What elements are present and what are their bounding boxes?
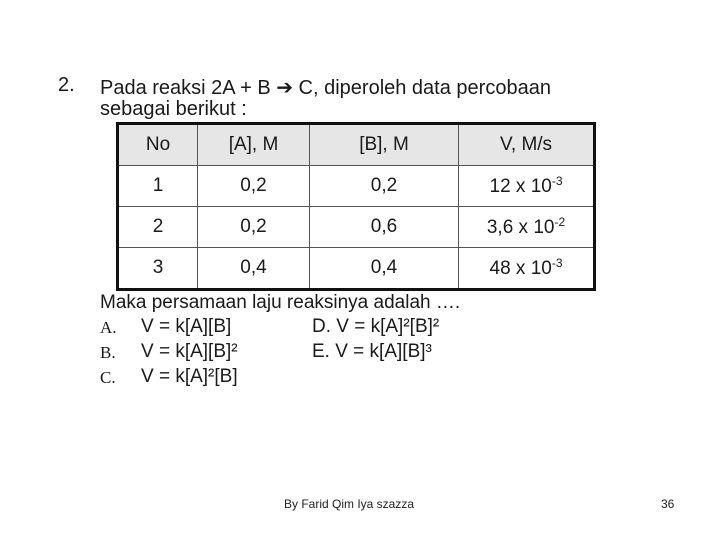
header-b-concentration: [B], M xyxy=(310,124,459,166)
question-number: 2. xyxy=(58,74,75,96)
answer-prompt: Maka persamaan laju reaksinya adalah …. xyxy=(100,292,461,313)
cell-b: 0,6 xyxy=(310,207,459,248)
option-b: V = k[A][B]² xyxy=(141,341,238,362)
option-d: D. V = k[A]²[B]² xyxy=(312,316,440,337)
rate-base: 48 x 10 xyxy=(489,258,552,279)
cell-a: 0,4 xyxy=(198,248,310,290)
header-rate: V, M/s xyxy=(459,124,595,166)
footer-author: By Farid Qim Iya szazza xyxy=(284,497,415,511)
option-a-letter: A. xyxy=(100,318,117,337)
cell-a: 0,2 xyxy=(198,207,310,248)
cell-no: 1 xyxy=(118,166,198,207)
cell-rate xyxy=(459,207,595,248)
header-no: No xyxy=(118,124,198,166)
table-row xyxy=(118,248,595,290)
rate-exponent: -3 xyxy=(551,256,563,270)
header-a-concentration: [A], M xyxy=(198,124,310,166)
option-c: V = k[A]²[B] xyxy=(141,366,238,387)
question-text-line-1: Pada reaksi 2A + B ➔ C, diperoleh data percobaan xyxy=(100,77,551,99)
rate-base: 3,6 x 10 xyxy=(486,217,555,238)
cell-rate xyxy=(459,166,595,207)
option-b-letter: B. xyxy=(100,343,116,362)
question-text-line-2: sebagai berikut : xyxy=(100,98,247,120)
experiment-data-table xyxy=(116,122,596,291)
cell-b: 0,4 xyxy=(310,248,459,290)
rate-exponent: -3 xyxy=(551,174,563,188)
option-c-letter: C. xyxy=(100,368,116,387)
cell-no: 2 xyxy=(118,207,198,248)
page-number: 36 xyxy=(661,497,675,511)
cell-no: 3 xyxy=(118,248,198,290)
option-e: E. V = k[A][B]³ xyxy=(312,341,432,362)
option-a: V = k[A][B] xyxy=(141,316,232,337)
table-header-row xyxy=(118,124,595,166)
cell-a: 0,2 xyxy=(198,166,310,207)
rate-exponent: -2 xyxy=(554,215,566,229)
cell-b: 0,2 xyxy=(310,166,459,207)
cell-rate xyxy=(459,248,595,290)
rate-base: 12 x 10 xyxy=(489,176,552,197)
table-row xyxy=(118,166,595,207)
table-row xyxy=(118,207,595,248)
